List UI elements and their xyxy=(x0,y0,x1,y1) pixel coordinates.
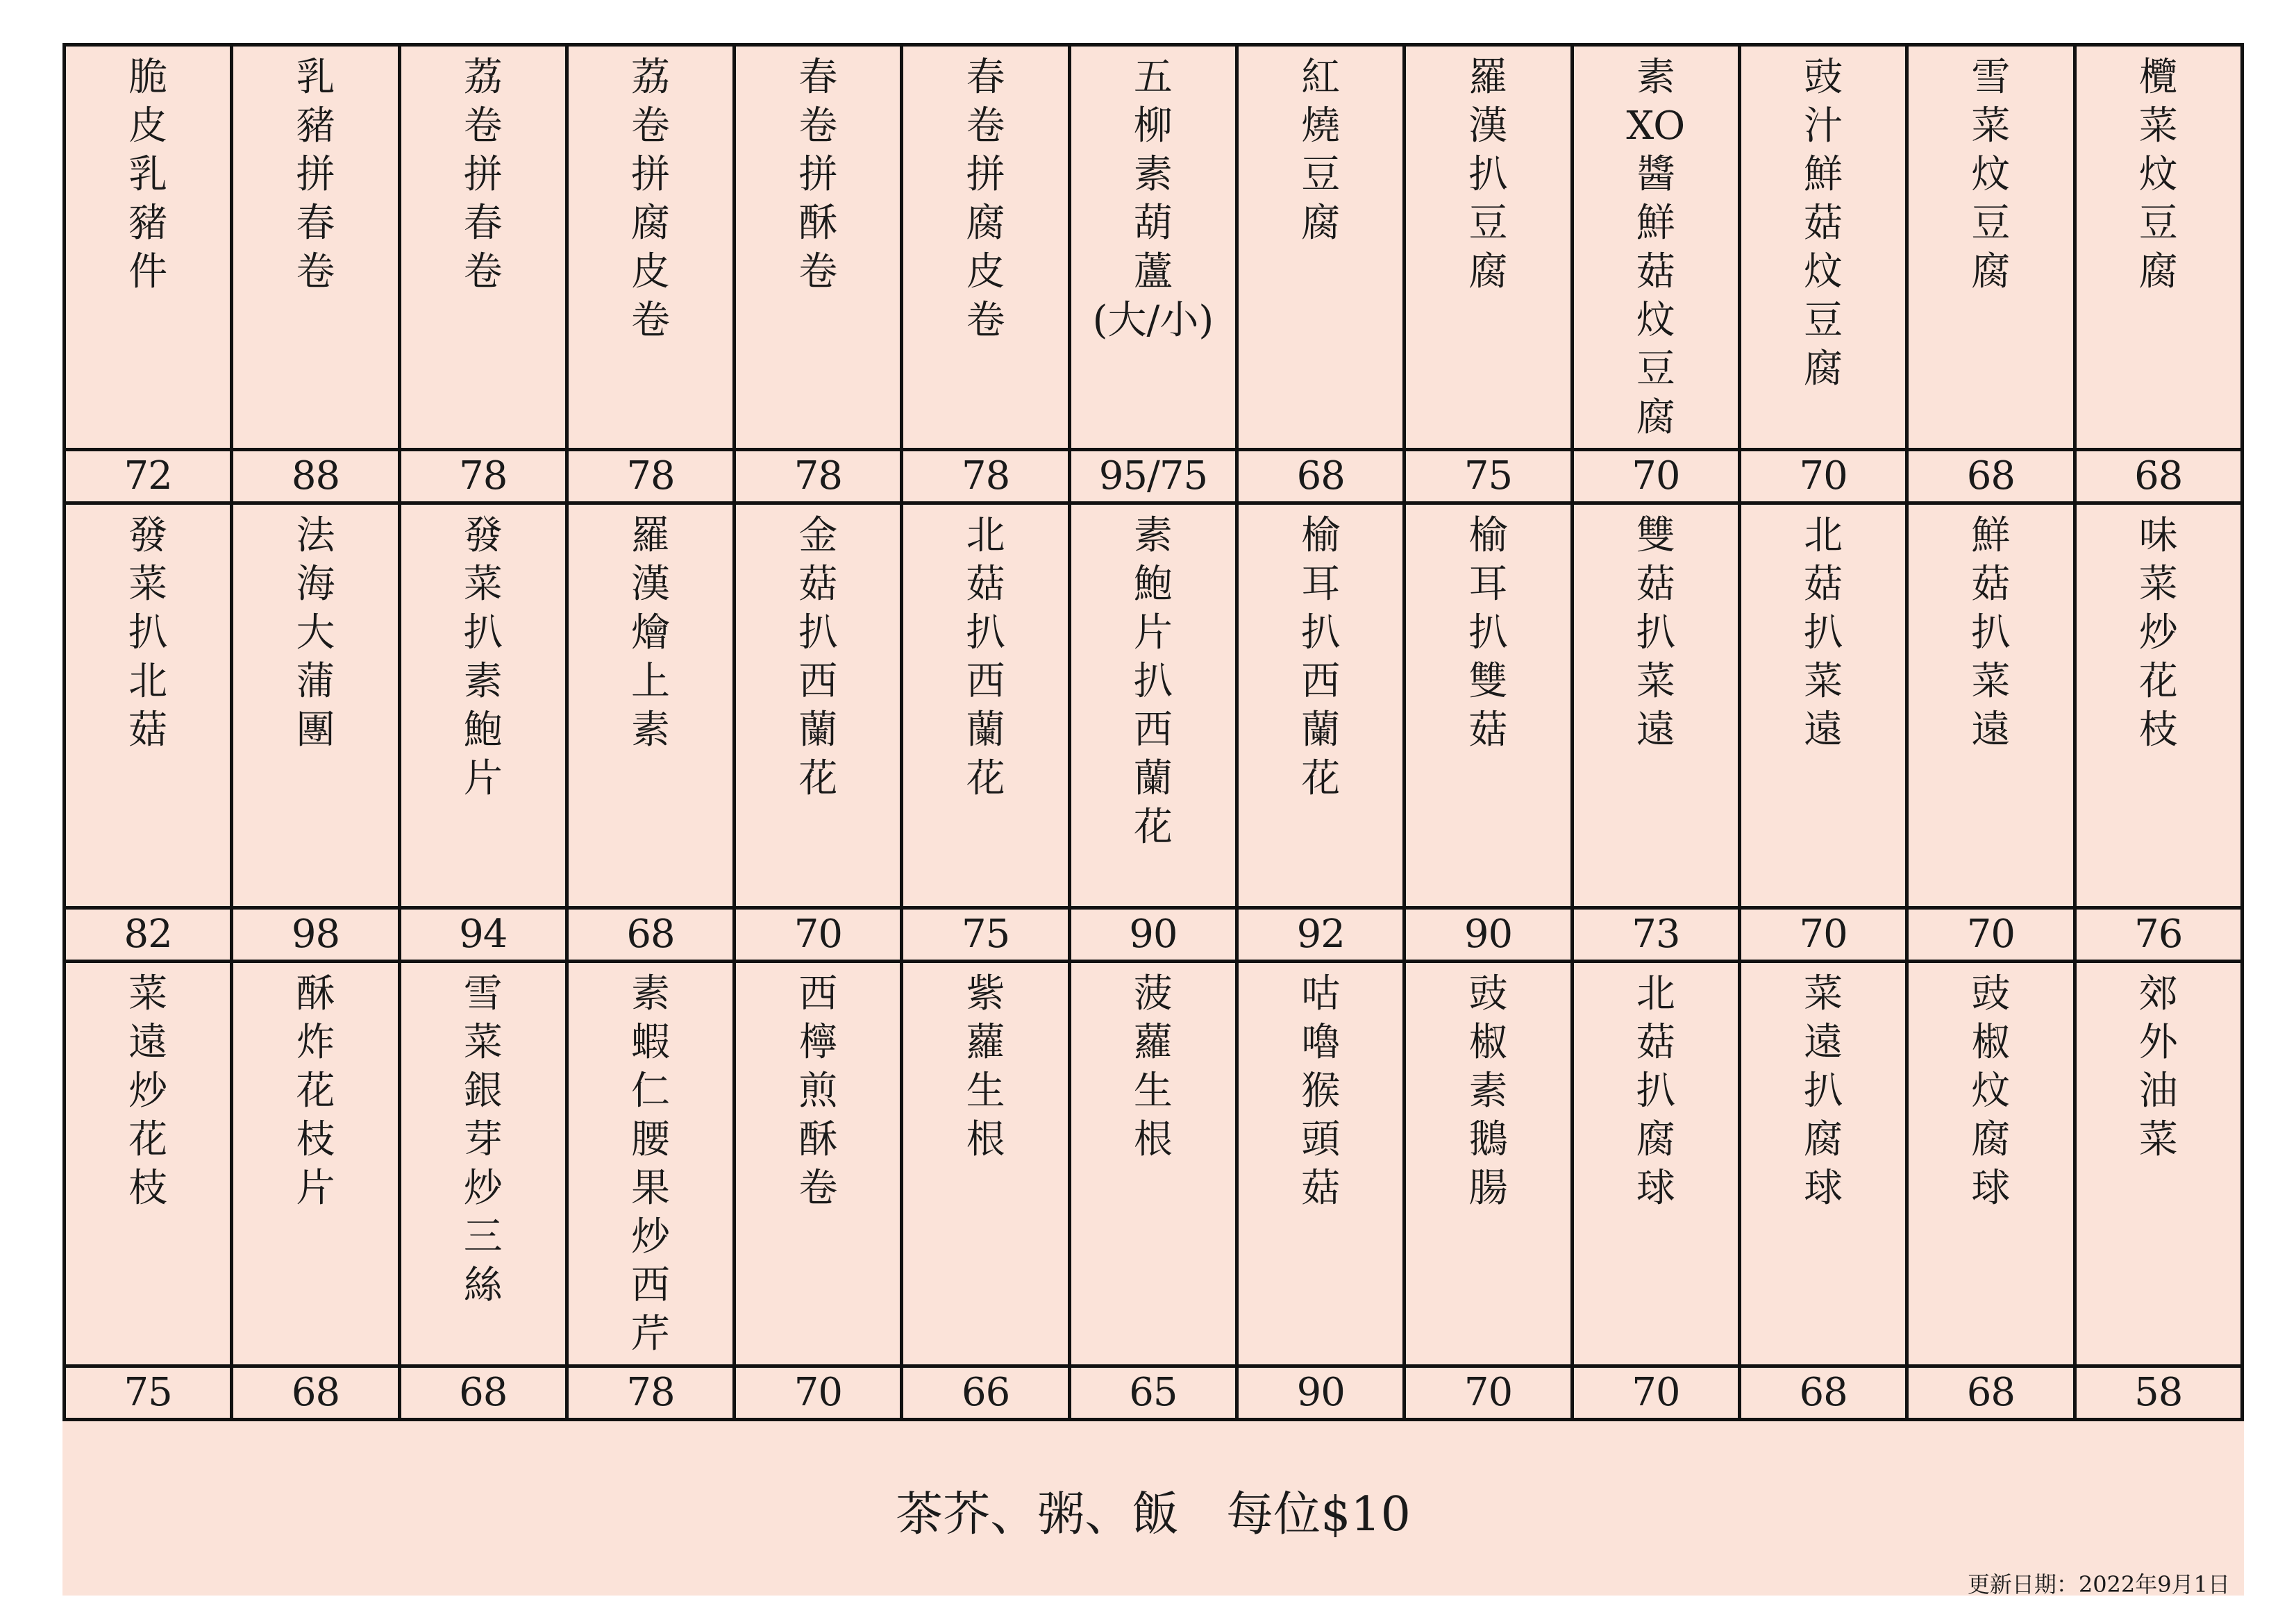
dish-price: 65 xyxy=(1069,1366,1237,1420)
dish-cell xyxy=(1405,962,1572,1366)
menu-sheet xyxy=(62,43,2244,1596)
dish-name: 豉 椒 炆 腐 球 xyxy=(1971,971,2011,1211)
dish-name: 春 卷 拼 酥 卷 xyxy=(798,55,838,294)
dish-price: 70 xyxy=(735,1366,902,1420)
update-date: 更新日期：2022年9月1日 xyxy=(1967,1571,2230,1598)
dish-cell xyxy=(1405,503,1572,908)
dish-cell xyxy=(1069,45,1237,450)
dish-cell xyxy=(1237,503,1405,908)
dish-name: 荔 卷 拼 春 卷 xyxy=(463,55,503,294)
dish-name: 郊 外 油 菜 xyxy=(2138,971,2178,1162)
dish-name: 豉 汁 鮮 菇 炆 豆 腐 xyxy=(1804,55,1843,392)
dish-cell xyxy=(2075,45,2242,450)
dish-cell xyxy=(567,45,734,450)
dish-price: 90 xyxy=(1069,908,1237,962)
dish-name-row xyxy=(65,962,2243,1366)
dish-name-row xyxy=(65,503,2243,908)
dish-name: 豉 椒 素 鵝 腸 xyxy=(1468,971,1508,1211)
dish-cell xyxy=(232,45,399,450)
dish-name: 五 柳 素 葫 蘆 (大/小) xyxy=(1092,55,1214,343)
dish-cell xyxy=(2075,962,2242,1366)
dish-price: 94 xyxy=(399,908,567,962)
dish-price: 70 xyxy=(1739,908,1907,962)
dish-name: 春 卷 拼 腐 皮 卷 xyxy=(966,55,1005,343)
dish-price: 78 xyxy=(399,450,567,503)
dish-price: 90 xyxy=(1237,1366,1405,1420)
dish-name: 欖 菜 炆 豆 腐 xyxy=(2138,55,2178,294)
dish-price: 70 xyxy=(1739,450,1907,503)
dish-name: 北 菇 扒 腐 球 xyxy=(1636,971,1675,1211)
dish-name: 榆 耳 扒 雙 菇 xyxy=(1468,513,1508,753)
dish-name: 北 菇 扒 菜 遠 xyxy=(1804,513,1843,753)
dish-cell xyxy=(1237,962,1405,1366)
dish-name: 乳 豬 拼 春 卷 xyxy=(296,55,335,294)
dish-price: 68 xyxy=(1739,1366,1907,1420)
dish-cell xyxy=(1739,503,1907,908)
dish-price: 70 xyxy=(735,908,902,962)
dish-name: 雙 菇 扒 菜 遠 xyxy=(1636,513,1675,753)
dish-price: 68 xyxy=(2075,450,2242,503)
dish-price: 75 xyxy=(902,908,1069,962)
dish-price: 70 xyxy=(1572,450,1739,503)
dish-name: 素 鮑 片 扒 西 蘭 花 xyxy=(1133,513,1173,850)
dish-name: 西 檸 煎 酥 卷 xyxy=(798,971,838,1211)
dish-cell xyxy=(1069,503,1237,908)
dish-name: 素 XO 醬 鮮 菇 炆 豆 腐 xyxy=(1626,55,1686,440)
dish-price: 70 xyxy=(1572,1366,1739,1420)
dish-name: 咕 嚕 猴 頭 菇 xyxy=(1301,971,1341,1211)
dish-price: 68 xyxy=(1237,450,1405,503)
dish-name: 法 海 大 蒲 團 xyxy=(296,513,335,753)
dish-price: 70 xyxy=(1907,908,2075,962)
dish-cell xyxy=(735,962,902,1366)
dish-name: 素 蝦 仁 腰 果 炒 西 芹 xyxy=(631,971,671,1357)
dish-cell xyxy=(1739,962,1907,1366)
dish-cell xyxy=(735,503,902,908)
dish-name: 紅 燒 豆 腐 xyxy=(1301,55,1341,246)
dish-price: 72 xyxy=(65,450,232,503)
dish-cell xyxy=(902,962,1069,1366)
dish-cell xyxy=(65,45,232,450)
dish-name: 脆 皮 乳 豬 件 xyxy=(128,55,168,294)
dish-name: 發 菜 扒 素 鮑 片 xyxy=(463,513,503,801)
dish-cell xyxy=(1907,45,2075,450)
dish-price: 90 xyxy=(1405,908,1572,962)
menu-footer xyxy=(62,1446,2244,1596)
dish-name: 鮮 菇 扒 菜 遠 xyxy=(1971,513,2011,753)
dish-name: 羅 漢 燴 上 素 xyxy=(631,513,671,753)
dish-cell xyxy=(65,503,232,908)
dish-name: 雪 菜 銀 芽 炒 三 絲 xyxy=(463,971,503,1308)
dish-cell xyxy=(1237,45,1405,450)
dish-cell xyxy=(399,503,567,908)
dish-name: 菜 遠 炒 花 枝 xyxy=(128,971,168,1211)
dish-name: 雪 菜 炆 豆 腐 xyxy=(1971,55,2011,294)
dish-price: 76 xyxy=(2075,908,2242,962)
menu-table xyxy=(62,43,2244,1421)
dish-cell xyxy=(567,962,734,1366)
dish-price: 78 xyxy=(902,450,1069,503)
dish-price: 68 xyxy=(567,908,734,962)
dish-cell xyxy=(902,45,1069,450)
dish-cell xyxy=(735,45,902,450)
dish-name: 荔 卷 拼 腐 皮 卷 xyxy=(631,55,671,343)
dish-price: 68 xyxy=(1907,450,2075,503)
dish-price: 70 xyxy=(1405,1366,1572,1420)
dish-price: 73 xyxy=(1572,908,1739,962)
dish-name: 菠 蘿 生 根 xyxy=(1133,971,1173,1162)
dish-cell xyxy=(902,503,1069,908)
price-row xyxy=(65,1366,2243,1420)
dish-name: 菜 遠 扒 腐 球 xyxy=(1804,971,1843,1211)
dish-cell xyxy=(2075,503,2242,908)
dish-name: 榆 耳 扒 西 蘭 花 xyxy=(1301,513,1341,801)
dish-cell xyxy=(1572,45,1739,450)
dish-cell xyxy=(399,962,567,1366)
dish-price: 58 xyxy=(2075,1366,2242,1420)
dish-name-row xyxy=(65,45,2243,450)
dish-name: 金 菇 扒 西 蘭 花 xyxy=(798,513,838,801)
dish-cell xyxy=(1739,45,1907,450)
dish-price: 98 xyxy=(232,908,399,962)
dish-name: 紫 蘿 生 根 xyxy=(966,971,1005,1162)
price-row xyxy=(65,908,2243,962)
dish-price: 66 xyxy=(902,1366,1069,1420)
dish-cell xyxy=(232,962,399,1366)
dish-price: 68 xyxy=(1907,1366,2075,1420)
dish-cell xyxy=(1572,962,1739,1366)
dish-price: 95/75 xyxy=(1069,450,1237,503)
dish-cell xyxy=(1405,45,1572,450)
dish-cell xyxy=(65,962,232,1366)
dish-price: 78 xyxy=(735,450,902,503)
dish-name: 酥 炸 花 枝 片 xyxy=(296,971,335,1211)
dish-price: 92 xyxy=(1237,908,1405,962)
dish-name: 發 菜 扒 北 菇 xyxy=(128,513,168,753)
dish-name: 北 菇 扒 西 蘭 花 xyxy=(966,513,1005,801)
dish-price: 68 xyxy=(399,1366,567,1420)
dish-cell xyxy=(232,503,399,908)
dish-cell xyxy=(399,45,567,450)
dish-price: 82 xyxy=(65,908,232,962)
dish-cell xyxy=(1907,503,2075,908)
dish-name: 羅 漢 扒 豆 腐 xyxy=(1468,55,1508,294)
dish-price: 88 xyxy=(232,450,399,503)
dish-price: 68 xyxy=(232,1366,399,1420)
dish-cell xyxy=(1572,503,1739,908)
dish-cell xyxy=(1069,962,1237,1366)
dish-cell xyxy=(567,503,734,908)
dish-price: 75 xyxy=(65,1366,232,1420)
dish-name: 味 菜 炒 花 枝 xyxy=(2138,513,2178,753)
dish-price: 75 xyxy=(1405,450,1572,503)
dish-cell xyxy=(1907,962,2075,1366)
tea-rice-charge-note: 茶芥、粥、飯 每位$10 xyxy=(896,1487,1411,1542)
price-row xyxy=(65,450,2243,503)
dish-price: 78 xyxy=(567,1366,734,1420)
dish-price: 78 xyxy=(567,450,734,503)
